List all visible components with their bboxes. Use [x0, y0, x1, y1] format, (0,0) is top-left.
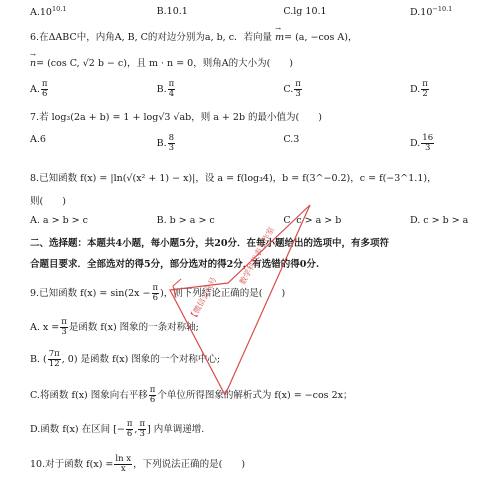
- q6-option-d: D. $\frac{\pi}{2}$: [409, 79, 428, 99]
- q5-option-b: B.10.1: [156, 6, 188, 17]
- q7-options: [30, 134, 470, 153]
- q9-option-c: C.将函数 f(x) 图象向右平移 $\frac{\pi}{6}$ 个单位所得图象的解析式为 f(x) = −cos 2x；: [30, 385, 353, 405]
- watermark-text-2: 数学科代表工作室: [238, 225, 276, 287]
- section2-line2: 合题目要求．全部选对的得5分，部分选对的得2分，有选错的得0分.: [30, 259, 320, 270]
- q5-option-a: $A.10^{10.1}$: [30, 5, 67, 19]
- q5-option-c: C.lg 10.1: [283, 6, 327, 17]
- q8-stem: 8.已知函数 f(x) = |ln(√(x² + 1) − x)|，设 a = f(log₃4)，b = f(3^−0.2)，c = f(−3^1.1)，: [30, 173, 437, 184]
- q6-stem-line2: → n= (cos C, √2 b − c)，且 m · n = 0，则角A的大小为( ): [30, 58, 293, 69]
- q6-option-a: A. $\frac{\pi}{6}$: [30, 79, 48, 99]
- q9-option-b: B. ( $\frac{7\pi}{12}$ , 0) 是函数 f(x) 图象的一个对称中心;: [30, 349, 221, 369]
- q7-stem: 7.若 log₃(2a + b) = 1 + log√3 √ab，则 a + 2b 的最小值为( ): [30, 112, 322, 123]
- q8-option-b: B. b > a > c: [156, 215, 215, 226]
- q5-options: [30, 6, 470, 19]
- q7-option-d: D. $\frac{16}{3}$: [409, 133, 434, 153]
- q9-stem: 9.已知函数 f(x) = sin(2x − $\frac{\pi}{6}$ )，则下列结论正确的是( ): [30, 283, 286, 303]
- q6-option-c: C. $\frac{\pi}{3}$: [283, 79, 301, 99]
- q7-option-b: B. $\frac{8}{3}$: [156, 133, 175, 153]
- q5-option-d: $D.10^{-10.1}$: [409, 5, 453, 19]
- q8-option-c: C. c > a > b: [283, 215, 342, 226]
- q10-stem: 10.对于函数 f(x) = $\frac{\text{ln x}}{x}$ ，下列说法正确的是( ): [30, 454, 246, 474]
- q9-option-a: A. x = $\frac{\pi}{3}$ 是函数 f(x) 图象的一条对称轴;: [30, 317, 199, 337]
- section2-line1: 二、选择题：本题共4小题，每小题5分，共20分．在每小题给出的选项中，有多项符: [30, 238, 389, 249]
- q8-options: [30, 215, 470, 226]
- q8-option-a: A. a > b > c: [30, 215, 88, 226]
- watermark-text-1: 【微信公众号: [188, 275, 219, 323]
- q8-then: 则( ): [30, 196, 66, 207]
- q8-option-d: D. c > b > a: [409, 215, 469, 226]
- q9-option-d: D.函数 f(x) 在区间 [− $\frac{\pi}{6}$ , $\frac{\pi}{3}$ ] 内单调递增.: [30, 419, 205, 439]
- q7-option-c: C.3: [283, 134, 300, 145]
- q7-option-a: A.6: [30, 134, 46, 145]
- q6-option-b: B. $\frac{\pi}{4}$: [156, 79, 175, 99]
- q6-stem-line1: 6.在ΔABC中，内角A, B, C的对边分别为a, b, c．若向量 → m= (a, −cos A)，: [30, 32, 357, 43]
- q6-options: [30, 80, 470, 99]
